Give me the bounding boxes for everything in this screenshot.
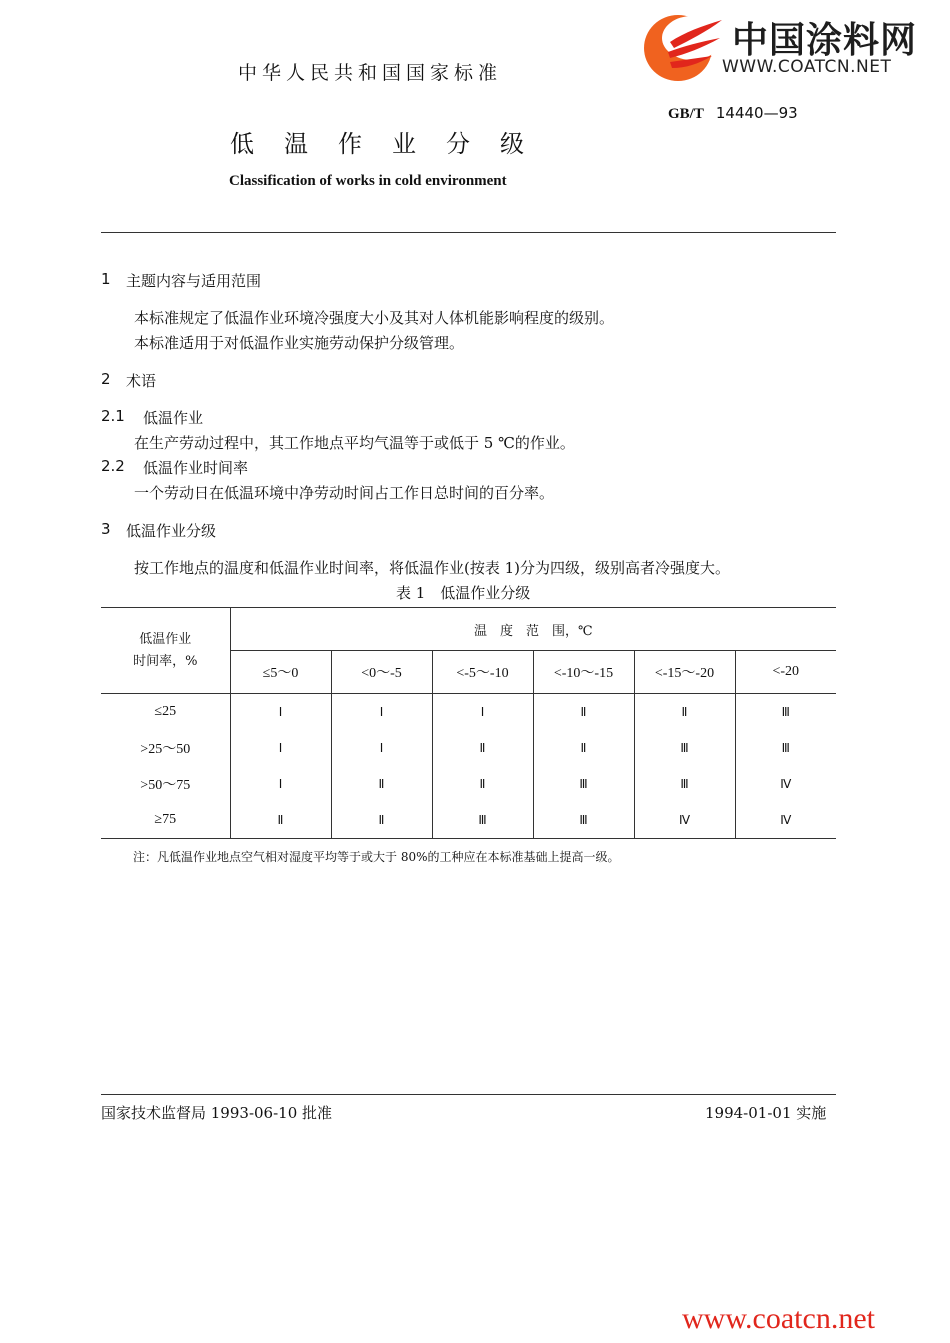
table-cell: Ⅰ [331, 694, 432, 731]
header-divider [101, 232, 836, 233]
table-cell: Ⅳ [634, 802, 735, 839]
table-cell: Ⅱ [432, 730, 533, 766]
column-header: <-5～-10 [432, 651, 533, 694]
section-2-1-title: 低温作业 [143, 409, 204, 427]
section-1-paragraph-2: 本标准适用于对低温作业实施劳动保护分级管理。 [134, 334, 465, 352]
table-cell: Ⅲ [533, 802, 634, 839]
approval-date: 国家技术监督局 1993-06-10 批准 [101, 1104, 333, 1122]
section-1-paragraph-1: 本标准规定了低温作业环境冷强度大小及其对人体机能影响程度的级别。 [134, 309, 615, 327]
section-1-title: 主题内容与适用范围 [126, 272, 262, 290]
logo-url[interactable]: WWW.COATCN.NET [722, 57, 892, 77]
table-cell: Ⅲ [735, 694, 836, 731]
section-2-2-number: 2.2 [101, 457, 125, 475]
classification-table [101, 607, 836, 839]
column-header: <0～-5 [331, 651, 432, 694]
section-3-number: 3 [101, 520, 111, 538]
logo-name: 中国涂料网 [732, 20, 918, 61]
table-note: 注：凡低温作业地点空气相对湿度平均等于或大于 80%的工种应在本标准基础上提高一级。 [133, 850, 620, 864]
temperature-range-header: 温 度 范 围，℃ [230, 608, 836, 651]
table-row [101, 802, 836, 839]
table-cell: Ⅱ [432, 766, 533, 802]
table-cell: Ⅲ [735, 730, 836, 766]
table-cell: Ⅱ [230, 802, 331, 839]
row-header-line-1: 低温作业 [139, 631, 192, 647]
section-2-2-title: 低温作业时间率 [143, 459, 249, 477]
standard-code-prefix: GB/T [668, 106, 704, 122]
section-3-title: 低温作业分级 [126, 522, 217, 540]
table-cell: Ⅱ [634, 694, 735, 731]
column-header: ≤5～0 [230, 651, 331, 694]
table-cell: Ⅰ [230, 766, 331, 802]
table-cell: Ⅱ [533, 694, 634, 731]
footer-divider [101, 1094, 836, 1095]
table-row [101, 766, 836, 802]
column-header: <-10～-15 [533, 651, 634, 694]
table-cell: Ⅱ [331, 766, 432, 802]
column-header: <-20 [735, 651, 836, 694]
national-standard-label: 中华人民共和国国家标准 [238, 62, 503, 84]
table-caption: 表 1 低温作业分级 [396, 584, 531, 602]
standard-code [668, 104, 798, 123]
watermark-link[interactable]: www.coatcn.net [682, 1302, 875, 1335]
document-title: 低温作业分级 [230, 130, 554, 158]
table-row [101, 730, 836, 766]
row-label: ≥75 [154, 812, 177, 827]
document-title-english: Classification of works in cold environment [229, 173, 507, 189]
table-row [101, 694, 836, 731]
table-cell: Ⅳ [735, 802, 836, 839]
table-cell: Ⅲ [533, 766, 634, 802]
table-cell: Ⅰ [432, 694, 533, 731]
row-label: >25～50 [140, 742, 191, 757]
section-3-paragraph-1: 按工作地点的温度和低温作业时间率，将低温作业(按表 1)分为四级，级别高者冷强度大。 [134, 559, 731, 577]
table-cell: Ⅲ [634, 730, 735, 766]
row-label: >50～75 [140, 778, 191, 793]
table-cell: Ⅰ [230, 694, 331, 731]
section-2-number: 2 [101, 370, 111, 388]
table-cell: Ⅰ [230, 730, 331, 766]
logo-emblem-icon [640, 8, 725, 86]
section-2-1-text: 在生产劳动过程中，其工作地点平均气温等于或低于 5 ℃的作业。 [134, 434, 575, 452]
standard-code-number: 14440—93 [715, 104, 798, 122]
section-2-title: 术语 [126, 372, 157, 390]
table-cell: Ⅱ [331, 802, 432, 839]
section-1-number: 1 [101, 270, 111, 288]
section-2-2-text: 一个劳动日在低温环境中净劳动时间占工作日总时间的百分率。 [134, 484, 555, 502]
row-header-cell [101, 608, 230, 694]
row-label: ≤25 [154, 704, 177, 719]
row-header-line-2: 时间率，% [133, 653, 198, 669]
table-cell: Ⅰ [331, 730, 432, 766]
table-cell: Ⅲ [432, 802, 533, 839]
table-cell: Ⅳ [735, 766, 836, 802]
table-cell: Ⅲ [634, 766, 735, 802]
table-cell: Ⅱ [533, 730, 634, 766]
column-header: <-15～-20 [634, 651, 735, 694]
effective-date: 1994-01-01 实施 [705, 1104, 827, 1122]
section-2-1-number: 2.1 [101, 407, 125, 425]
